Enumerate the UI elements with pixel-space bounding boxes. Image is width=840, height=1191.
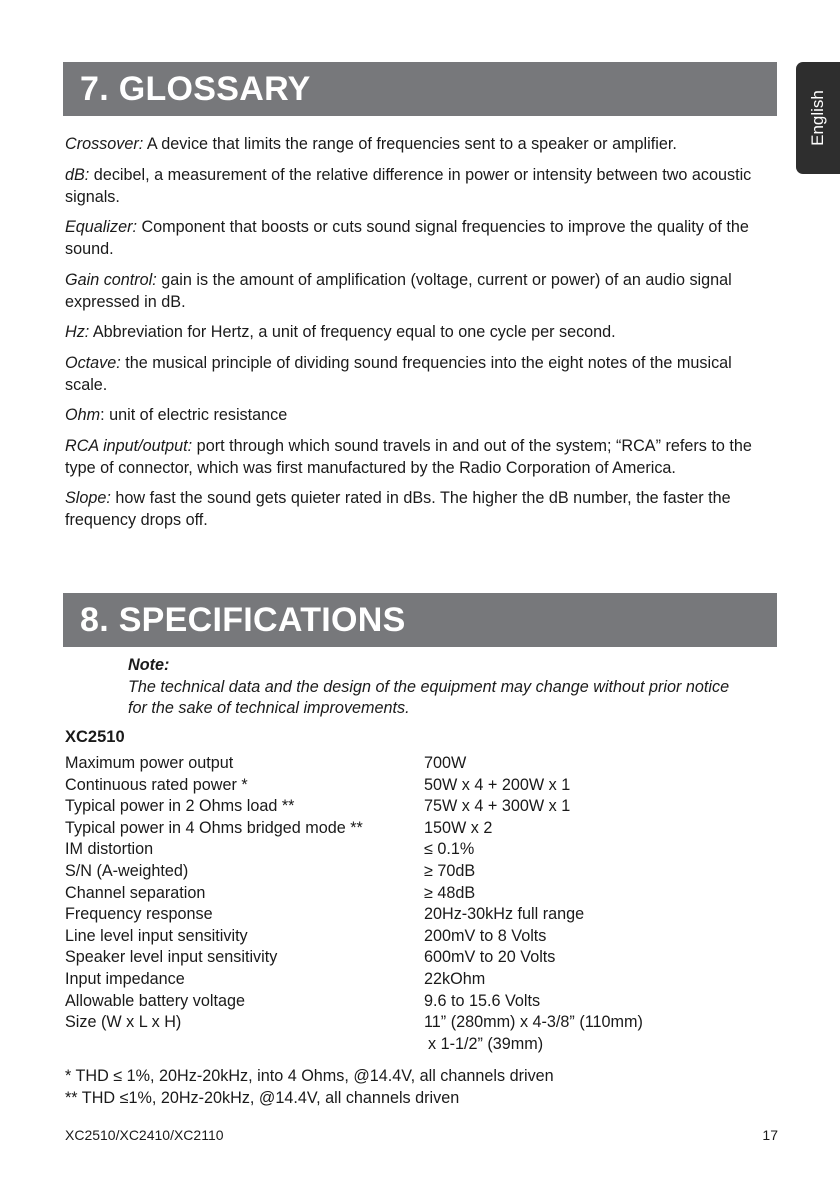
spec-label: S/N (A-weighted)	[65, 861, 189, 880]
spec-value: 600mV to 20 Volts	[424, 948, 556, 967]
language-tab	[796, 62, 840, 174]
spec-value: 22kOhm	[424, 969, 486, 988]
spec-label: Typical power in 4 Ohms bridged mode **	[65, 818, 363, 837]
spec-row	[65, 904, 765, 926]
glossary-entry	[65, 133, 765, 155]
model-name: XC2510	[65, 728, 125, 746]
spec-value: 11” (280mm) x 4-3/8” (110mm)	[424, 1013, 643, 1032]
spec-label: Input impedance	[65, 969, 185, 988]
spec-value: 700W	[424, 754, 467, 772]
glossary-term: Hz:	[65, 323, 90, 341]
spec-label: Channel separation	[65, 883, 206, 902]
spec-row	[65, 839, 765, 861]
glossary-definition: : unit of electric resistance	[100, 406, 288, 424]
spec-value: ≥ 70dB	[424, 861, 476, 880]
glossary-list	[65, 133, 765, 540]
spec-row	[65, 969, 765, 991]
glossary-term: RCA input/output:	[65, 436, 193, 455]
spec-value: 20Hz-30kHz full range	[424, 905, 585, 924]
spec-row	[65, 818, 765, 840]
glossary-entry	[65, 352, 765, 396]
glossary-entry	[65, 435, 765, 479]
glossary-definition: the musical principle of dividing sound frequencies into the eight notes of the musical scale.	[65, 353, 732, 394]
glossary-entry	[65, 487, 765, 531]
specifications-heading: 8. SPECIFICATIONS	[63, 593, 777, 647]
note-title: Note:	[128, 656, 170, 674]
glossary-definition: A device that limits the range of frequencies sent to a speaker or amplifier.	[143, 135, 677, 153]
spec-label: Continuous rated power *	[65, 775, 248, 794]
spec-label-empty	[65, 1034, 424, 1056]
glossary-definition: decibel, a measurement of the relative difference in power or intensity between two acoustic signals.	[65, 165, 752, 206]
spec-note	[128, 655, 748, 720]
glossary-definition: Component that boosts or cuts sound signal frequencies to improve the quality of the sound.	[65, 218, 749, 258]
spec-label: Maximum power output	[65, 754, 234, 772]
page-number: 17	[762, 1127, 778, 1143]
spec-label: IM distortion	[65, 840, 154, 859]
spec-label: Typical power in 2 Ohms load **	[65, 797, 295, 816]
footnote: * THD ≤ 1%, 20Hz-20kHz, into 4 Ohms, @14.4V, all channels driven	[65, 1067, 554, 1085]
spec-value: 75W x 4 + 300W x 1	[424, 797, 571, 816]
glossary-term: Slope:	[65, 489, 111, 507]
note-text: The technical data and the design of the equipment may change without prior notice for the sake of technical improvements.	[128, 677, 730, 717]
glossary-heading: 7. GLOSSARY	[63, 62, 777, 116]
spec-label: Speaker level input sensitivity	[65, 948, 278, 967]
glossary-term: dB:	[65, 165, 90, 184]
spec-row	[65, 1012, 765, 1034]
glossary-term: Equalizer:	[65, 218, 137, 236]
spec-row	[65, 861, 765, 883]
glossary-definition: port through which sound travels in and out of the system; “RCA” refers to the type of connector, which was first manufactured by the Radio Corporation of America.	[65, 436, 752, 477]
glossary-term: Gain control:	[65, 270, 157, 289]
spec-value: 150W x 2	[424, 818, 493, 837]
glossary-definition: how fast the sound gets quieter rated in dBs. The higher the dB number, the faster the frequency drops off.	[65, 489, 731, 529]
glossary-term: Ohm	[65, 406, 101, 424]
spec-label: Allowable battery voltage	[65, 991, 245, 1010]
glossary-term: Crossover:	[65, 135, 144, 153]
spec-value: ≤ 0.1%	[424, 840, 475, 859]
spec-value: 50W x 4 + 200W x 1	[424, 775, 571, 794]
glossary-definition: Abbreviation for Hertz, a unit of frequency equal to one cycle per second.	[89, 323, 616, 341]
spec-label: Frequency response	[65, 905, 213, 924]
spec-row	[65, 926, 765, 948]
footnote: ** THD ≤1%, 20Hz-20kHz, @14.4V, all channels driven	[65, 1088, 460, 1107]
spec-label: Size (W x L x H)	[65, 1013, 182, 1032]
glossary-entry	[65, 164, 765, 208]
spec-value: 200mV to 8 Volts	[424, 926, 547, 945]
spec-footnotes	[65, 1066, 554, 1109]
spec-row-continuation	[65, 1034, 765, 1056]
glossary-entry	[65, 321, 765, 343]
footer-models: XC2510/XC2410/XC2110	[65, 1127, 224, 1143]
spec-label: Line level input sensitivity	[65, 926, 248, 945]
spec-row	[65, 991, 765, 1013]
glossary-entry	[65, 269, 765, 313]
glossary-term: Octave:	[65, 353, 121, 372]
spec-row	[65, 796, 765, 818]
spec-row	[65, 753, 765, 775]
spec-row	[65, 883, 765, 905]
spec-table	[65, 753, 765, 1055]
language-tab-label: English	[808, 90, 827, 146]
spec-row	[65, 775, 765, 797]
spec-value: 9.6 to 15.6 Volts	[424, 991, 541, 1010]
glossary-entry	[65, 216, 765, 260]
glossary-definition: gain is the amount of amplification (voltage, current or power) of an audio signal expressed in dB.	[65, 270, 732, 311]
glossary-entry	[65, 404, 765, 426]
spec-value: x 1-1/2” (39mm)	[428, 1034, 544, 1053]
spec-value: ≥ 48dB	[424, 883, 476, 902]
spec-row	[65, 947, 765, 969]
